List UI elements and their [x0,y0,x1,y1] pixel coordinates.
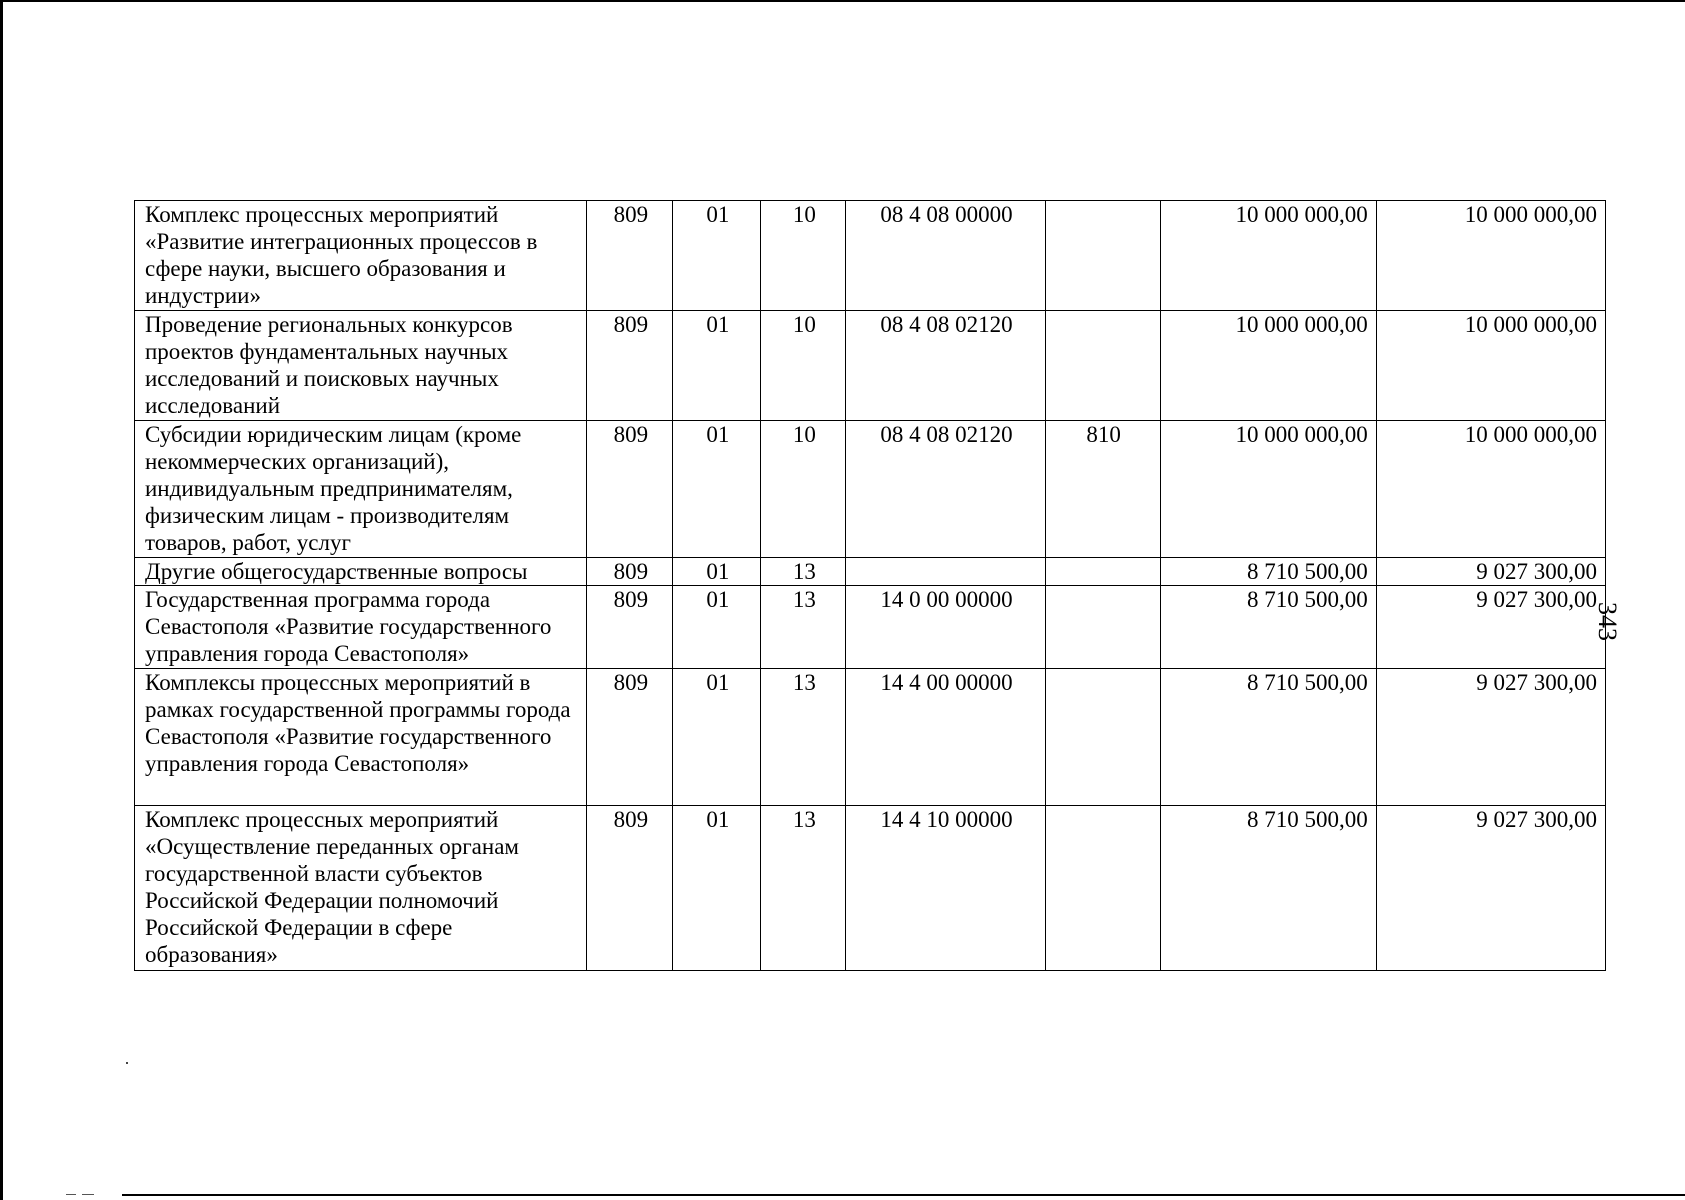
budget-table [134,200,1606,971]
grbs-code-cell: 809 [587,586,673,669]
subsection-code-cell: 13 [761,586,846,669]
expense-type-cell [1045,558,1160,586]
target-article-cell: 08 4 08 02120 [846,421,1045,558]
table-row [135,558,1606,586]
section-code-cell: 01 [673,669,761,806]
table-row [135,806,1606,971]
expense-type-cell [1045,311,1160,421]
section-code-cell: 01 [673,558,761,586]
target-article-cell [846,558,1045,586]
grbs-code-cell: 809 [587,201,673,311]
table-row [135,669,1606,806]
amount-year-1-cell: 8 710 500,00 [1160,558,1376,586]
amount-year-2-cell: 9 027 300,00 [1376,669,1605,806]
subsection-code-cell: 13 [761,669,846,806]
expense-type-cell [1045,806,1160,971]
target-article-cell: 14 4 00 00000 [846,669,1045,806]
amount-year-1-cell: 8 710 500,00 [1160,586,1376,669]
row-name-cell: Комплекс процессных мероприятий «Осуществление переданных органам государственной власти субъектов Российской Федерации полномочий Российской Федерации в сфере образования» [135,806,587,971]
scan-edge-top [0,0,1685,2]
subsection-code-cell: 13 [761,806,846,971]
amount-year-1-cell: 10 000 000,00 [1160,201,1376,311]
table-row [135,586,1606,669]
target-article-cell: 08 4 08 02120 [846,311,1045,421]
section-code-cell: 01 [673,421,761,558]
amount-year-1-cell: 10 000 000,00 [1160,311,1376,421]
grbs-code-cell: 809 [587,669,673,806]
scan-mark [82,1194,94,1195]
target-article-cell: 08 4 08 00000 [846,201,1045,311]
section-code-cell: 01 [673,586,761,669]
row-name-cell: Комплексы процессных мероприятий в рамках государственной программы города Севастополя «Развитие государственного управления города Севастополя» [135,669,587,806]
table-row [135,201,1606,311]
grbs-code-cell: 809 [587,421,673,558]
page-number: 343 [1593,602,1622,641]
subsection-code-cell: 10 [761,421,846,558]
scan-edge-left [0,0,3,1200]
section-code-cell: 01 [673,311,761,421]
section-code-cell: 01 [673,806,761,971]
amount-year-2-cell: 10 000 000,00 [1376,421,1605,558]
row-name-cell: Субсидии юридическим лицам (кроме некоммерческих организаций), индивидуальным предпринимателям, физическим лицам - производителям товаров, работ, услуг [135,421,587,558]
row-name-cell: Проведение региональных конкурсов проектов фундаментальных научных исследований и поисковых научных исследований [135,311,587,421]
expense-type-cell [1045,669,1160,806]
grbs-code-cell: 809 [587,558,673,586]
target-article-cell: 14 0 00 00000 [846,586,1045,669]
row-name-cell: Комплекс процессных мероприятий «Развитие интеграционных процессов в сфере науки, высшего образования и индустрии» [135,201,587,311]
expense-type-cell [1045,586,1160,669]
amount-year-2-cell: 9 027 300,00 [1376,806,1605,971]
grbs-code-cell: 809 [587,311,673,421]
subsection-code-cell: 10 [761,311,846,421]
grbs-code-cell: 809 [587,806,673,971]
expense-type-cell: 810 [1045,421,1160,558]
amount-year-1-cell: 10 000 000,00 [1160,421,1376,558]
scan-speck [126,1062,128,1064]
amount-year-2-cell: 9 027 300,00 [1376,586,1605,669]
amount-year-1-cell: 8 710 500,00 [1160,806,1376,971]
scan-edge-bottom [122,1194,1685,1196]
row-name-cell: Государственная программа города Севастополя «Развитие государственного управления города Севастополя» [135,586,587,669]
section-code-cell: 01 [673,201,761,311]
amount-year-1-cell: 8 710 500,00 [1160,669,1376,806]
subsection-code-cell: 13 [761,558,846,586]
subsection-code-cell: 10 [761,201,846,311]
amount-year-2-cell: 10 000 000,00 [1376,311,1605,421]
scan-mark [66,1194,76,1195]
expense-type-cell [1045,201,1160,311]
target-article-cell: 14 4 10 00000 [846,806,1045,971]
table-row [135,421,1606,558]
table-row [135,311,1606,421]
row-name-cell: Другие общегосударственные вопросы [135,558,587,586]
amount-year-2-cell: 9 027 300,00 [1376,558,1605,586]
amount-year-2-cell: 10 000 000,00 [1376,201,1605,311]
